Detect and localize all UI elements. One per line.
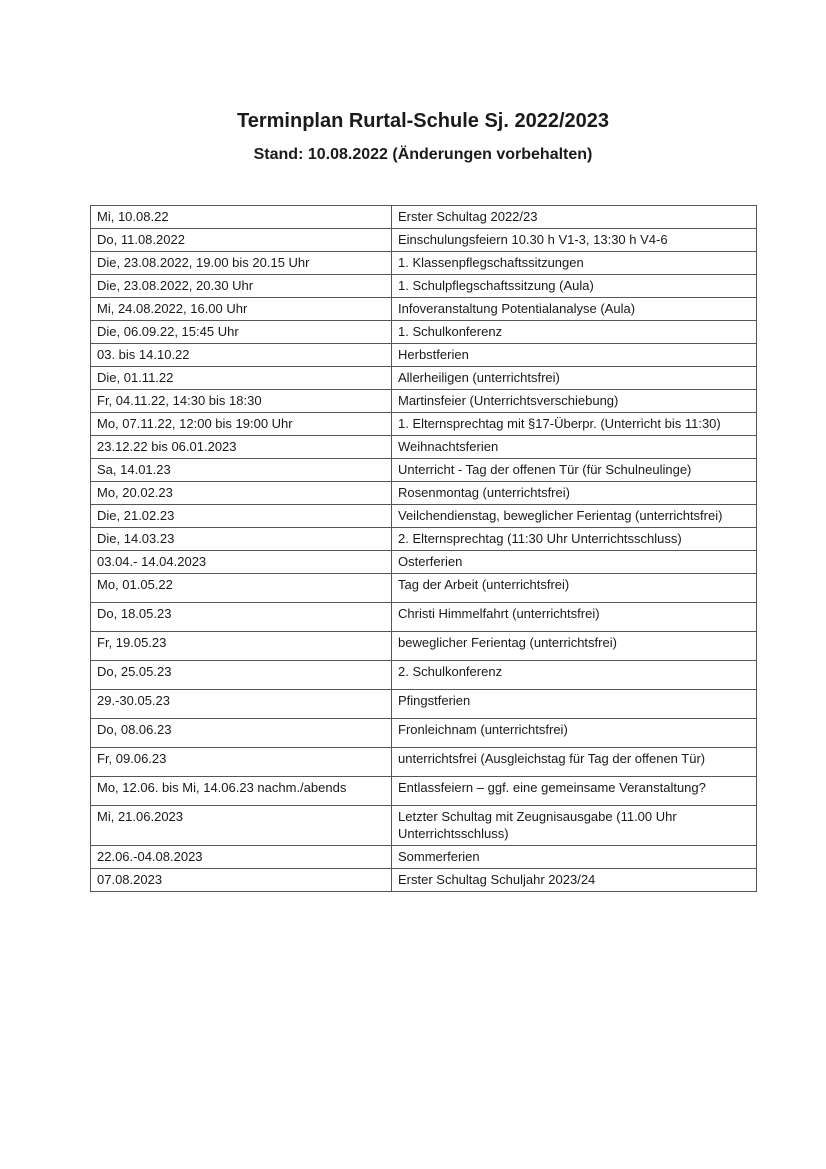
schedule-date-cell: Do, 08.06.23 [91, 719, 392, 748]
schedule-date-cell: 29.-30.05.23 [91, 690, 392, 719]
table-row [91, 846, 757, 869]
table-row [91, 574, 757, 603]
schedule-event-cell: Fronleichnam (unterrichtsfrei) [392, 719, 757, 748]
schedule-event-cell: Entlassfeiern – ggf. eine gemeinsame Veranstaltung? [392, 777, 757, 806]
schedule-table [90, 205, 757, 892]
schedule-date-cell: 07.08.2023 [91, 869, 392, 892]
table-row [91, 390, 757, 413]
document-title: Terminplan Rurtal-Schule Sj. 2022/2023 [237, 110, 609, 132]
schedule-date-cell: 03.04.- 14.04.2023 [91, 551, 392, 574]
table-row [91, 367, 757, 390]
table-row [91, 252, 757, 275]
schedule-event-cell: 1. Klassenpflegschaftssitzungen [392, 252, 757, 275]
schedule-date-cell: Do, 25.05.23 [91, 661, 392, 690]
table-row [91, 869, 757, 892]
schedule-event-cell: Herbstferien [392, 344, 757, 367]
schedule-date-cell: Mi, 21.06.2023 [91, 806, 392, 846]
schedule-date-cell: Mo, 07.11.22, 12:00 bis 19:00 Uhr [91, 413, 392, 436]
schedule-date-cell: Mi, 10.08.22 [91, 206, 392, 229]
schedule-date-cell: Do, 18.05.23 [91, 603, 392, 632]
schedule-event-cell: Infoveranstaltung Potentialanalyse (Aula) [392, 298, 757, 321]
table-row [91, 436, 757, 459]
schedule-date-cell: Die, 23.08.2022, 19.00 bis 20.15 Uhr [91, 252, 392, 275]
schedule-date-cell: Die, 21.02.23 [91, 505, 392, 528]
table-row [91, 298, 757, 321]
schedule-event-cell: Einschulungsfeiern 10.30 h V1-3, 13:30 h V4-6 [392, 229, 757, 252]
table-row [91, 806, 757, 846]
schedule-event-cell: Allerheiligen (unterrichtsfrei) [392, 367, 757, 390]
schedule-date-cell: Die, 01.11.22 [91, 367, 392, 390]
schedule-date-cell: Mo, 12.06. bis Mi, 14.06.23 nachm./abends [91, 777, 392, 806]
schedule-event-cell: 1. Elternsprechtag mit §17-Überpr. (Unterricht bis 11:30) [392, 413, 757, 436]
table-row [91, 482, 757, 505]
schedule-date-cell: 03. bis 14.10.22 [91, 344, 392, 367]
table-row [91, 459, 757, 482]
schedule-event-cell: Unterricht - Tag der offenen Tür (für Schulneulinge) [392, 459, 757, 482]
schedule-table-body [91, 206, 757, 892]
table-row [91, 528, 757, 551]
schedule-event-cell: Letzter Schultag mit Zeugnisausgabe (11.00 Uhr Unterrichtsschluss) [392, 806, 757, 846]
schedule-event-cell: 1. Schulpflegschaftssitzung (Aula) [392, 275, 757, 298]
table-row [91, 321, 757, 344]
table-row [91, 229, 757, 252]
schedule-date-cell: Die, 23.08.2022, 20.30 Uhr [91, 275, 392, 298]
schedule-date-cell: Mo, 20.02.23 [91, 482, 392, 505]
schedule-date-cell: Mo, 01.05.22 [91, 574, 392, 603]
schedule-date-cell: Die, 06.09.22, 15:45 Uhr [91, 321, 392, 344]
schedule-date-cell: Die, 14.03.23 [91, 528, 392, 551]
schedule-date-cell: Do, 11.08.2022 [91, 229, 392, 252]
schedule-date-cell: 22.06.-04.08.2023 [91, 846, 392, 869]
table-row [91, 719, 757, 748]
schedule-date-cell: 23.12.22 bis 06.01.2023 [91, 436, 392, 459]
table-row [91, 551, 757, 574]
table-row [91, 748, 757, 777]
schedule-date-cell: Sa, 14.01.23 [91, 459, 392, 482]
schedule-event-cell: Rosenmontag (unterrichtsfrei) [392, 482, 757, 505]
schedule-date-cell: Mi, 24.08.2022, 16.00 Uhr [91, 298, 392, 321]
schedule-event-cell: Veilchendienstag, beweglicher Ferientag (unterrichtsfrei) [392, 505, 757, 528]
schedule-event-cell: Erster Schultag 2022/23 [392, 206, 757, 229]
schedule-event-cell: Sommerferien [392, 846, 757, 869]
table-row [91, 777, 757, 806]
table-row [91, 413, 757, 436]
schedule-date-cell: Fr, 04.11.22, 14:30 bis 18:30 [91, 390, 392, 413]
schedule-event-cell: beweglicher Ferientag (unterrichtsfrei) [392, 632, 757, 661]
schedule-event-cell: 2. Elternsprechtag (11:30 Uhr Unterrichtsschluss) [392, 528, 757, 551]
table-row [91, 690, 757, 719]
schedule-event-cell: Christi Himmelfahrt (unterrichtsfrei) [392, 603, 757, 632]
table-row [91, 505, 757, 528]
schedule-event-cell: Osterferien [392, 551, 757, 574]
table-row [91, 632, 757, 661]
schedule-event-cell: Weihnachtsferien [392, 436, 757, 459]
schedule-event-cell: 2. Schulkonferenz [392, 661, 757, 690]
table-row [91, 275, 757, 298]
table-row [91, 344, 757, 367]
table-row [91, 206, 757, 229]
schedule-date-cell: Fr, 09.06.23 [91, 748, 392, 777]
schedule-event-cell: unterrichtsfrei (Ausgleichstag für Tag der offenen Tür) [392, 748, 757, 777]
table-row [91, 603, 757, 632]
schedule-event-cell: 1. Schulkonferenz [392, 321, 757, 344]
schedule-event-cell: Erster Schultag Schuljahr 2023/24 [392, 869, 757, 892]
schedule-event-cell: Tag der Arbeit (unterrichtsfrei) [392, 574, 757, 603]
table-row [91, 661, 757, 690]
document-subtitle: Stand: 10.08.2022 (Änderungen vorbehalten) [253, 146, 593, 163]
schedule-event-cell: Martinsfeier (Unterrichtsverschiebung) [392, 390, 757, 413]
schedule-date-cell: Fr, 19.05.23 [91, 632, 392, 661]
schedule-event-cell: Pfingstferien [392, 690, 757, 719]
